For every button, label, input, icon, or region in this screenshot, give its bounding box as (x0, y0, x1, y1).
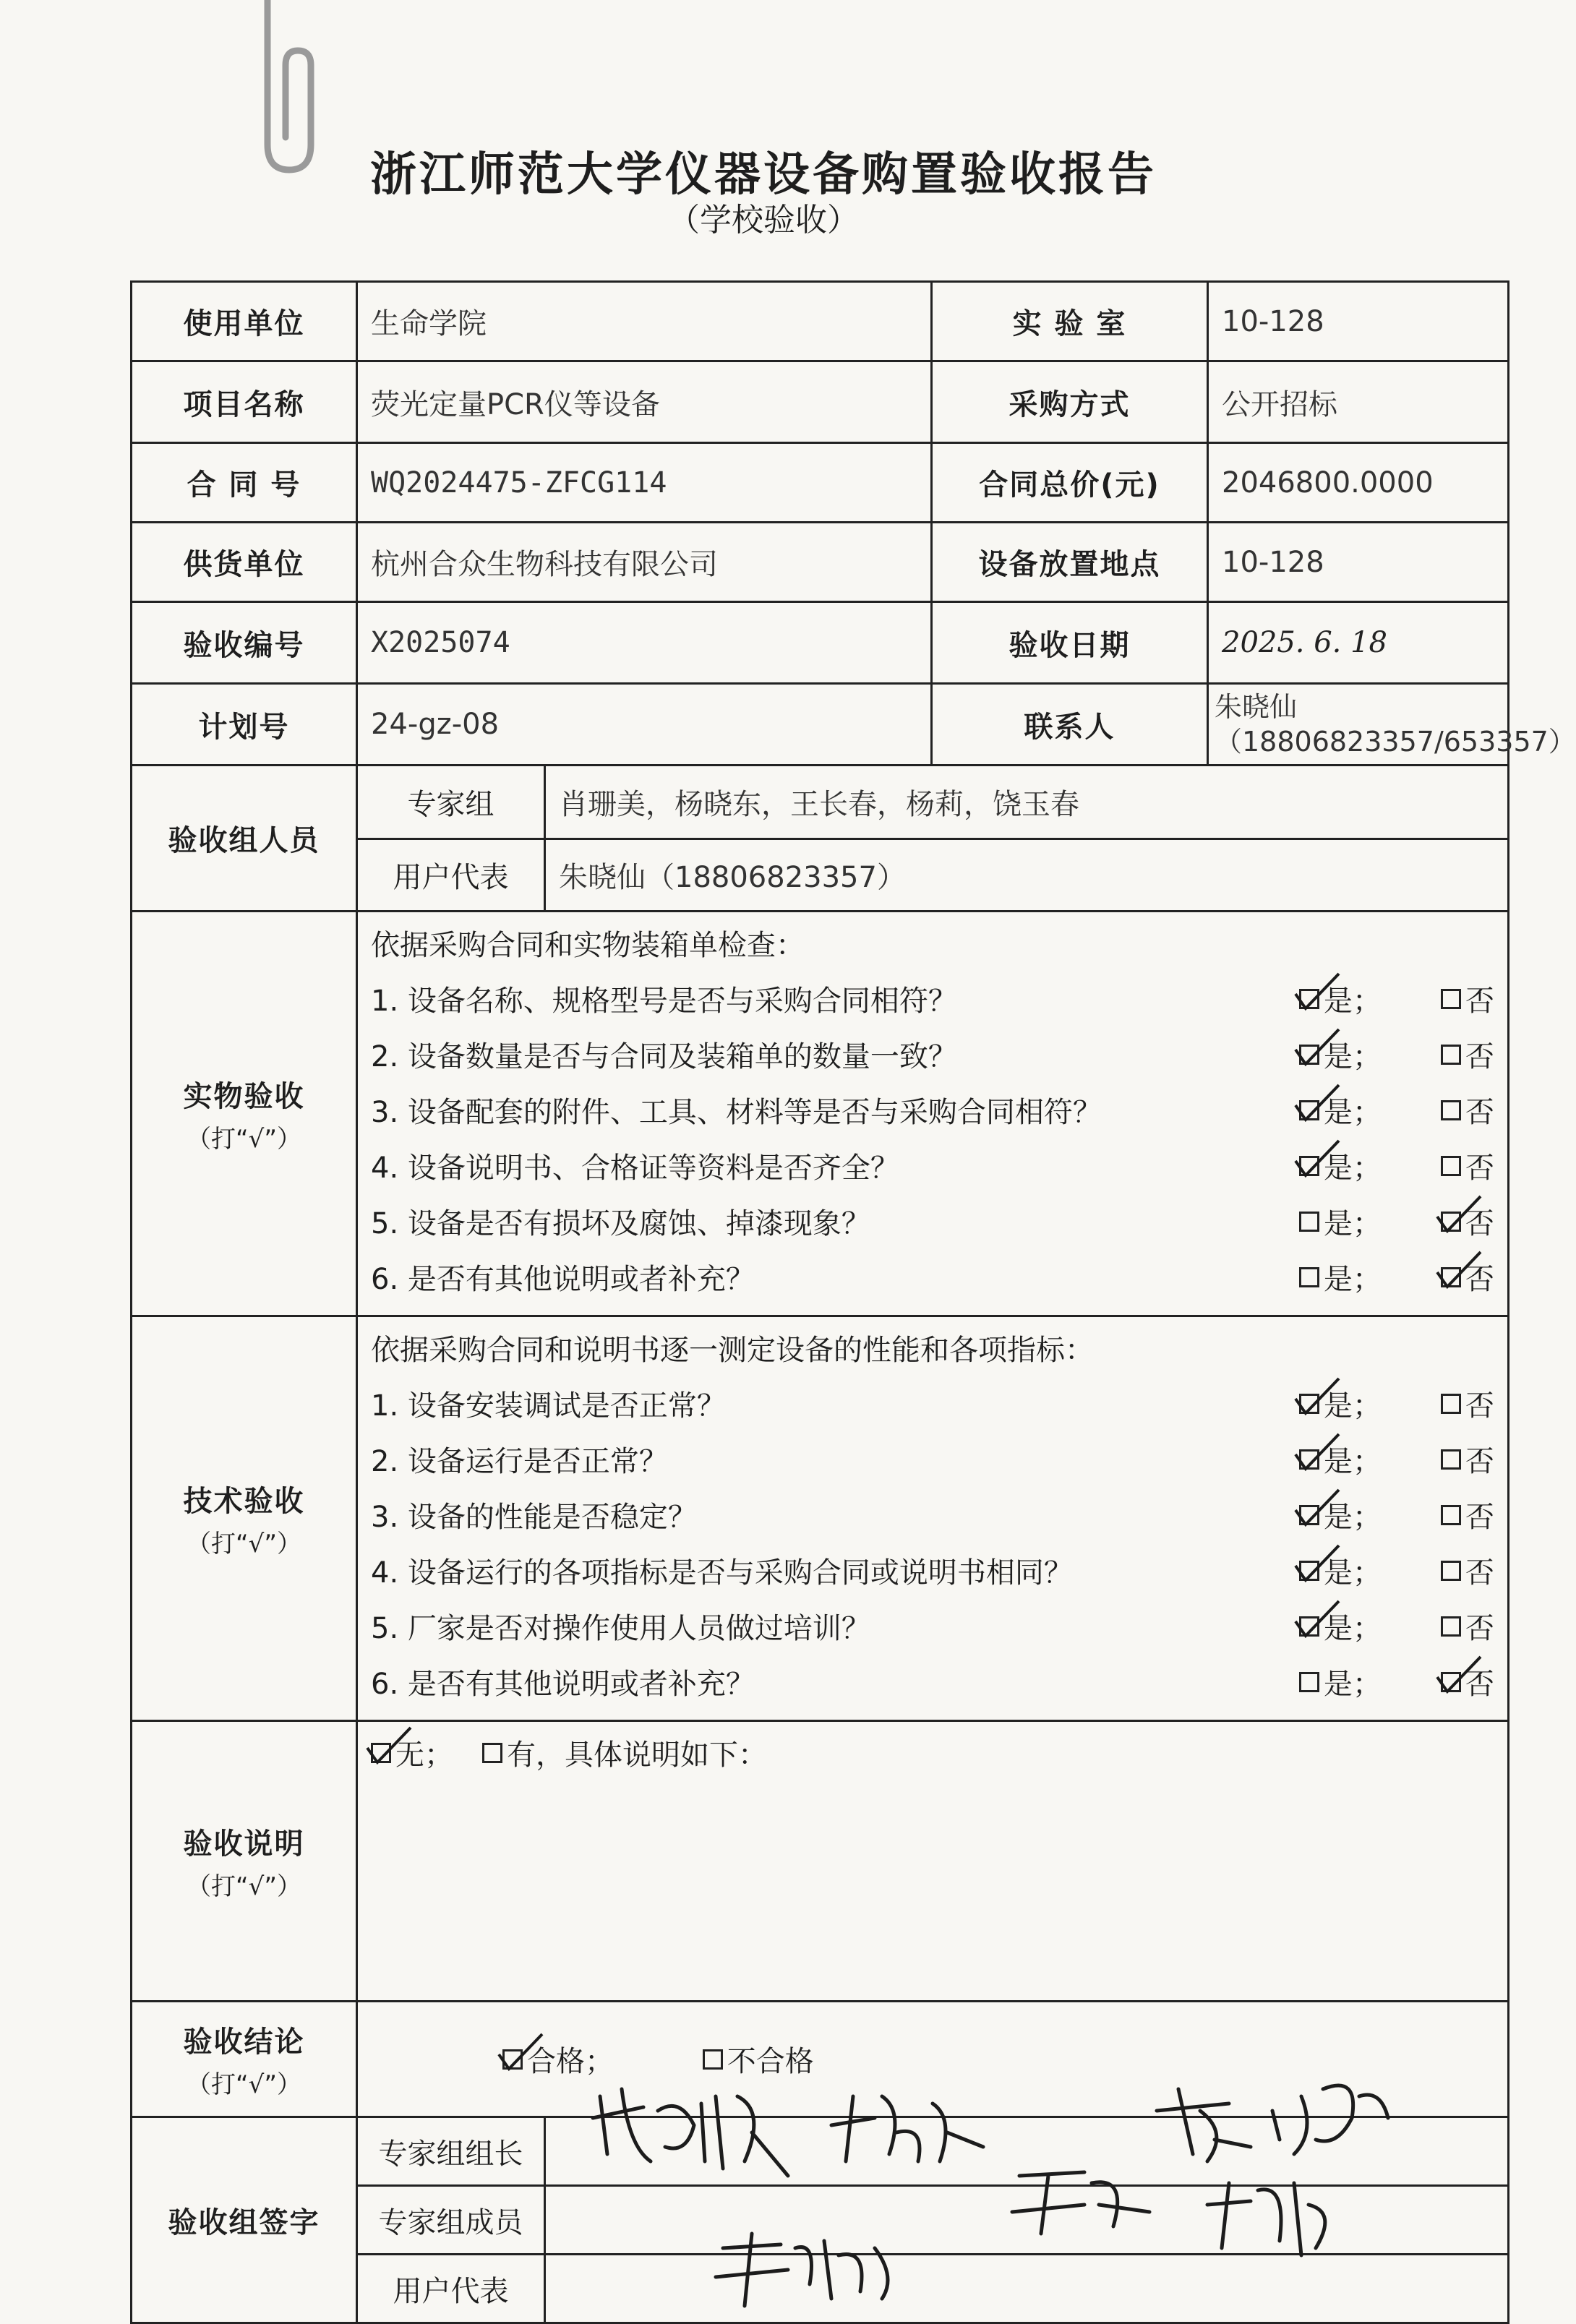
checkbox-no[interactable] (1441, 1561, 1461, 1581)
checkbox-yes[interactable] (1299, 1045, 1319, 1065)
row-use-unit (132, 282, 1509, 361)
check-item-options (1299, 978, 1494, 1019)
checkbox-no[interactable] (1441, 1672, 1461, 1692)
sign-user-label: 用户代表 (357, 2255, 545, 2323)
option-label: 是； (1324, 1389, 1382, 1423)
checkbox-yes[interactable] (1299, 1672, 1319, 1692)
option-no[interactable] (1441, 1438, 1494, 1480)
check-item-text: 3. 设备配套的附件、工具、材料等是否与采购合同相符？ (371, 1096, 1102, 1129)
row-physical (132, 912, 1509, 1316)
remarks-cell (357, 1721, 1509, 2002)
option-label: 是； (1324, 1445, 1382, 1478)
checkbox-no[interactable] (1441, 1212, 1461, 1232)
contact-phone: （18806823357/653357） (1215, 726, 1576, 758)
option-label: 是； (1324, 1612, 1382, 1645)
option-no[interactable] (1441, 1494, 1494, 1535)
option-yes[interactable] (1299, 1089, 1382, 1131)
check-item-options (1299, 1550, 1494, 1591)
location-label: 设备放置地点 (932, 523, 1208, 602)
check-item-options (1299, 1661, 1494, 1702)
conclusion-pass-label: 合格； (527, 2045, 614, 2078)
conclusion-fail-checkbox[interactable] (703, 2049, 723, 2070)
plan-value: 24-gz-08 (357, 684, 932, 766)
accept-no-value: X2025074 (357, 602, 932, 684)
check-item-text: 4. 设备运行的各项指标是否与采购合同或说明书相同？ (371, 1556, 1073, 1590)
remarks-label: 验收说明 (183, 1827, 305, 1861)
check-mark-icon (364, 1723, 415, 1767)
remarks-label-cell (132, 1721, 357, 2002)
members-label: 专家组成员 (357, 2186, 545, 2255)
row-contract (132, 443, 1509, 523)
check-item-text: 4. 设备说明书、合格证等资料是否齐全？ (371, 1152, 899, 1185)
technical-sub: （打“√”） (187, 1529, 301, 1558)
check-item (371, 1598, 1494, 1654)
check-item (371, 1193, 1494, 1249)
option-yes[interactable] (1299, 1034, 1382, 1075)
check-mark-icon (1293, 1081, 1343, 1124)
option-no[interactable] (1441, 1550, 1494, 1591)
check-item (371, 1487, 1494, 1543)
physical-items (371, 971, 1494, 1305)
option-label: 是； (1324, 1040, 1382, 1073)
checkbox-no[interactable] (1441, 1449, 1461, 1470)
option-label: 是； (1324, 1096, 1382, 1129)
checkbox-yes[interactable] (1299, 1267, 1319, 1287)
checkbox-yes[interactable] (1299, 1212, 1319, 1232)
supplier-value: 杭州合众生物科技有限公司 (357, 523, 932, 602)
check-mark-icon (1293, 1136, 1343, 1180)
checkbox-no[interactable] (1441, 1045, 1461, 1065)
option-no[interactable] (1441, 1201, 1494, 1242)
lab-value: 10-128 (1208, 282, 1509, 361)
check-mark-icon (1293, 1541, 1343, 1585)
project-label: 项目名称 (132, 361, 357, 443)
checkbox-no[interactable] (1441, 1505, 1461, 1525)
checkbox-yes[interactable] (1299, 1394, 1319, 1414)
row-remarks (132, 1721, 1509, 2002)
option-yes[interactable] (1299, 1605, 1382, 1647)
lab-label: 实 验 室 (932, 282, 1208, 361)
check-mark-icon (1293, 1025, 1343, 1068)
option-label: 否 (1465, 985, 1494, 1018)
check-item (371, 1654, 1494, 1710)
option-label: 否 (1465, 1096, 1494, 1129)
option-label: 是； (1324, 1207, 1382, 1240)
option-yes[interactable] (1299, 1201, 1382, 1242)
checkbox-yes[interactable] (1299, 1616, 1319, 1637)
check-item-options (1299, 1438, 1494, 1480)
option-yes[interactable] (1299, 1550, 1382, 1591)
check-item (371, 1082, 1494, 1138)
contact-name: 朱晓仙 (1215, 691, 1298, 723)
accept-no-label: 验收编号 (132, 602, 357, 684)
check-mark-icon (1293, 1374, 1343, 1418)
option-yes[interactable] (1299, 1256, 1382, 1298)
option-yes[interactable] (1299, 1661, 1382, 1702)
check-mark-icon (1434, 1192, 1485, 1235)
technical-label-cell (132, 1316, 357, 1721)
row-technical (132, 1316, 1509, 1721)
check-item-options (1299, 1201, 1494, 1242)
check-item-text: 2. 设备运行是否正常？ (371, 1445, 668, 1478)
option-label: 否 (1465, 1556, 1494, 1590)
physical-label-cell (132, 912, 357, 1316)
total-label: 合同总价(元) (932, 443, 1208, 523)
total-value: 2046800.0000 (1208, 443, 1509, 523)
check-mark-icon (1293, 1597, 1343, 1640)
check-item-text: 6. 是否有其他说明或者补充？ (371, 1668, 755, 1701)
team-label: 验收组人员 (132, 766, 357, 912)
checkbox-no[interactable] (1441, 1616, 1461, 1637)
conclusion-label-cell (132, 2002, 357, 2117)
acceptance-form (130, 280, 1576, 2324)
option-no[interactable] (1441, 1383, 1494, 1424)
date-label: 验收日期 (932, 602, 1208, 684)
technical-label: 技术验收 (183, 1484, 305, 1518)
check-item-text: 6. 是否有其他说明或者补充？ (371, 1263, 755, 1296)
option-label: 否 (1465, 1263, 1494, 1296)
row-team-experts (132, 766, 1509, 839)
checkbox-yes[interactable] (1299, 989, 1319, 1009)
checkbox-no[interactable] (1441, 1156, 1461, 1176)
option-label: 否 (1465, 1389, 1494, 1423)
row-plan (132, 684, 1509, 766)
option-yes[interactable] (1299, 1145, 1382, 1186)
check-mark-icon (1293, 1485, 1343, 1529)
checkbox-yes[interactable] (1299, 1100, 1319, 1120)
physical-sub: （打“√”） (187, 1124, 301, 1154)
location-value: 10-128 (1208, 523, 1509, 602)
contact-label: 联系人 (932, 684, 1208, 766)
row-project (132, 361, 1509, 443)
option-no[interactable] (1441, 978, 1494, 1019)
check-item-text: 5. 厂家是否对操作使用人员做过培训？ (371, 1612, 870, 1645)
check-item (371, 971, 1494, 1026)
row-supplier (132, 523, 1509, 602)
use-unit-label: 使用单位 (132, 282, 357, 361)
physical-intro: 依据采购合同和实物装箱单检查： (371, 929, 805, 962)
page-title: 浙江师范大学仪器设备购置验收报告 (370, 148, 1157, 202)
contact-value (1208, 684, 1576, 766)
option-label: 否 (1465, 1501, 1494, 1534)
option-yes[interactable] (1299, 1383, 1382, 1424)
option-label: 否 (1465, 1040, 1494, 1073)
check-item-options (1299, 1256, 1494, 1298)
option-label: 是； (1324, 985, 1382, 1018)
check-item (371, 1026, 1494, 1082)
option-no[interactable] (1441, 1605, 1494, 1647)
experts-label: 专家组 (357, 766, 545, 839)
conclusion-fail-label: 不合格 (727, 2045, 814, 2078)
option-label: 否 (1465, 1152, 1494, 1185)
check-item (371, 1543, 1494, 1598)
purchase-value: 公开招标 (1208, 361, 1509, 443)
check-item-text: 1. 设备名称、规格型号是否与采购合同相符？ (371, 985, 957, 1018)
experts-value: 肖珊美，杨晓东，王长春，杨莉，饶玉春 (545, 766, 1509, 839)
check-item-text: 1. 设备安装调试是否正常？ (371, 1389, 726, 1423)
use-unit-value: 生命学院 (357, 282, 932, 361)
option-no[interactable] (1441, 1661, 1494, 1702)
option-label: 是； (1324, 1501, 1382, 1534)
team-user-value: 朱晓仙（18806823357） (545, 839, 1509, 912)
check-item (371, 1138, 1494, 1193)
check-item (371, 1431, 1494, 1487)
remarks-sub: （打“√”） (187, 1871, 301, 1901)
contract-label: 合 同 号 (132, 443, 357, 523)
check-item-options (1299, 1605, 1494, 1647)
check-item-options (1299, 1034, 1494, 1075)
option-no[interactable] (1441, 1256, 1494, 1298)
technical-items (371, 1376, 1494, 1710)
check-mark-icon (1434, 1652, 1485, 1696)
option-label: 是； (1324, 1668, 1382, 1701)
option-label: 否 (1465, 1612, 1494, 1645)
team-user-label: 用户代表 (357, 839, 545, 912)
contract-value: WQ2024475-ZFCG114 (357, 443, 932, 523)
check-item-text: 3. 设备的性能是否稳定？ (371, 1501, 697, 1534)
check-mark-icon (1293, 1430, 1343, 1473)
leader-label: 专家组组长 (357, 2117, 545, 2186)
option-label: 否 (1465, 1207, 1494, 1240)
remarks-has-label: 有，具体说明如下： (507, 1738, 767, 1772)
remarks-has-option[interactable] (482, 1732, 767, 1773)
page-subtitle: （学校验收） (668, 202, 859, 239)
option-label: 是； (1324, 1556, 1382, 1590)
technical-checklist (357, 1316, 1509, 1721)
physical-checklist (357, 912, 1509, 1316)
option-yes[interactable] (1299, 1494, 1382, 1535)
signature-label: 验收组签字 (132, 2117, 357, 2323)
option-yes[interactable] (1299, 978, 1382, 1019)
option-label: 是； (1324, 1152, 1382, 1185)
option-no[interactable] (1441, 1089, 1494, 1131)
row-accept-no (132, 602, 1509, 684)
physical-label: 实物验收 (183, 1079, 305, 1113)
option-label: 是； (1324, 1263, 1382, 1296)
conclusion-sub: （打“√”） (187, 2070, 301, 2099)
checkbox-no[interactable] (1441, 989, 1461, 1009)
checkbox-no[interactable] (1441, 1267, 1461, 1287)
option-no[interactable] (1441, 1034, 1494, 1075)
check-mark-icon (1293, 969, 1343, 1013)
remarks-options (358, 1722, 1507, 1783)
remarks-none-option[interactable] (371, 1732, 453, 1773)
date-handwritten: 2025. 6. 18 (1208, 602, 1509, 684)
check-item-options (1299, 1383, 1494, 1424)
option-yes[interactable] (1299, 1438, 1382, 1480)
option-label: 否 (1465, 1668, 1494, 1701)
remarks-none-label: 无； (395, 1738, 453, 1772)
handwritten-signatures (578, 2067, 1511, 2313)
supplier-label: 供货单位 (132, 523, 357, 602)
plan-label: 计划号 (132, 684, 357, 766)
checkbox-no[interactable] (1441, 1394, 1461, 1414)
remarks-has-checkbox[interactable] (482, 1743, 502, 1763)
check-mark-icon (1434, 1248, 1485, 1291)
checkbox-yes[interactable] (1299, 1449, 1319, 1470)
check-item-options (1299, 1089, 1494, 1131)
purchase-label: 采购方式 (932, 361, 1208, 443)
project-value: 荧光定量PCR仪等设备 (357, 361, 932, 443)
check-item (371, 1376, 1494, 1431)
checkbox-no[interactable] (1441, 1100, 1461, 1120)
option-no[interactable] (1441, 1145, 1494, 1186)
option-label: 否 (1465, 1445, 1494, 1478)
check-item-text: 5. 设备是否有损坏及腐蚀、掉漆现象？ (371, 1207, 870, 1240)
checkbox-yes[interactable] (1299, 1156, 1319, 1176)
conclusion-pass-checkbox[interactable] (502, 2049, 523, 2070)
checkbox-yes[interactable] (1299, 1505, 1319, 1525)
remarks-none-checkbox[interactable] (371, 1743, 391, 1763)
check-item (371, 1249, 1494, 1305)
technical-intro: 依据采购合同和说明书逐一测定设备的性能和各项指标： (371, 1334, 1094, 1367)
check-mark-icon (496, 2030, 547, 2073)
check-item-options (1299, 1494, 1494, 1535)
check-item-text: 2. 设备数量是否与合同及装箱单的数量一致？ (371, 1040, 957, 1073)
conclusion-label: 验收结论 (183, 2025, 305, 2059)
check-item-options (1299, 1145, 1494, 1186)
checkbox-yes[interactable] (1299, 1561, 1319, 1581)
